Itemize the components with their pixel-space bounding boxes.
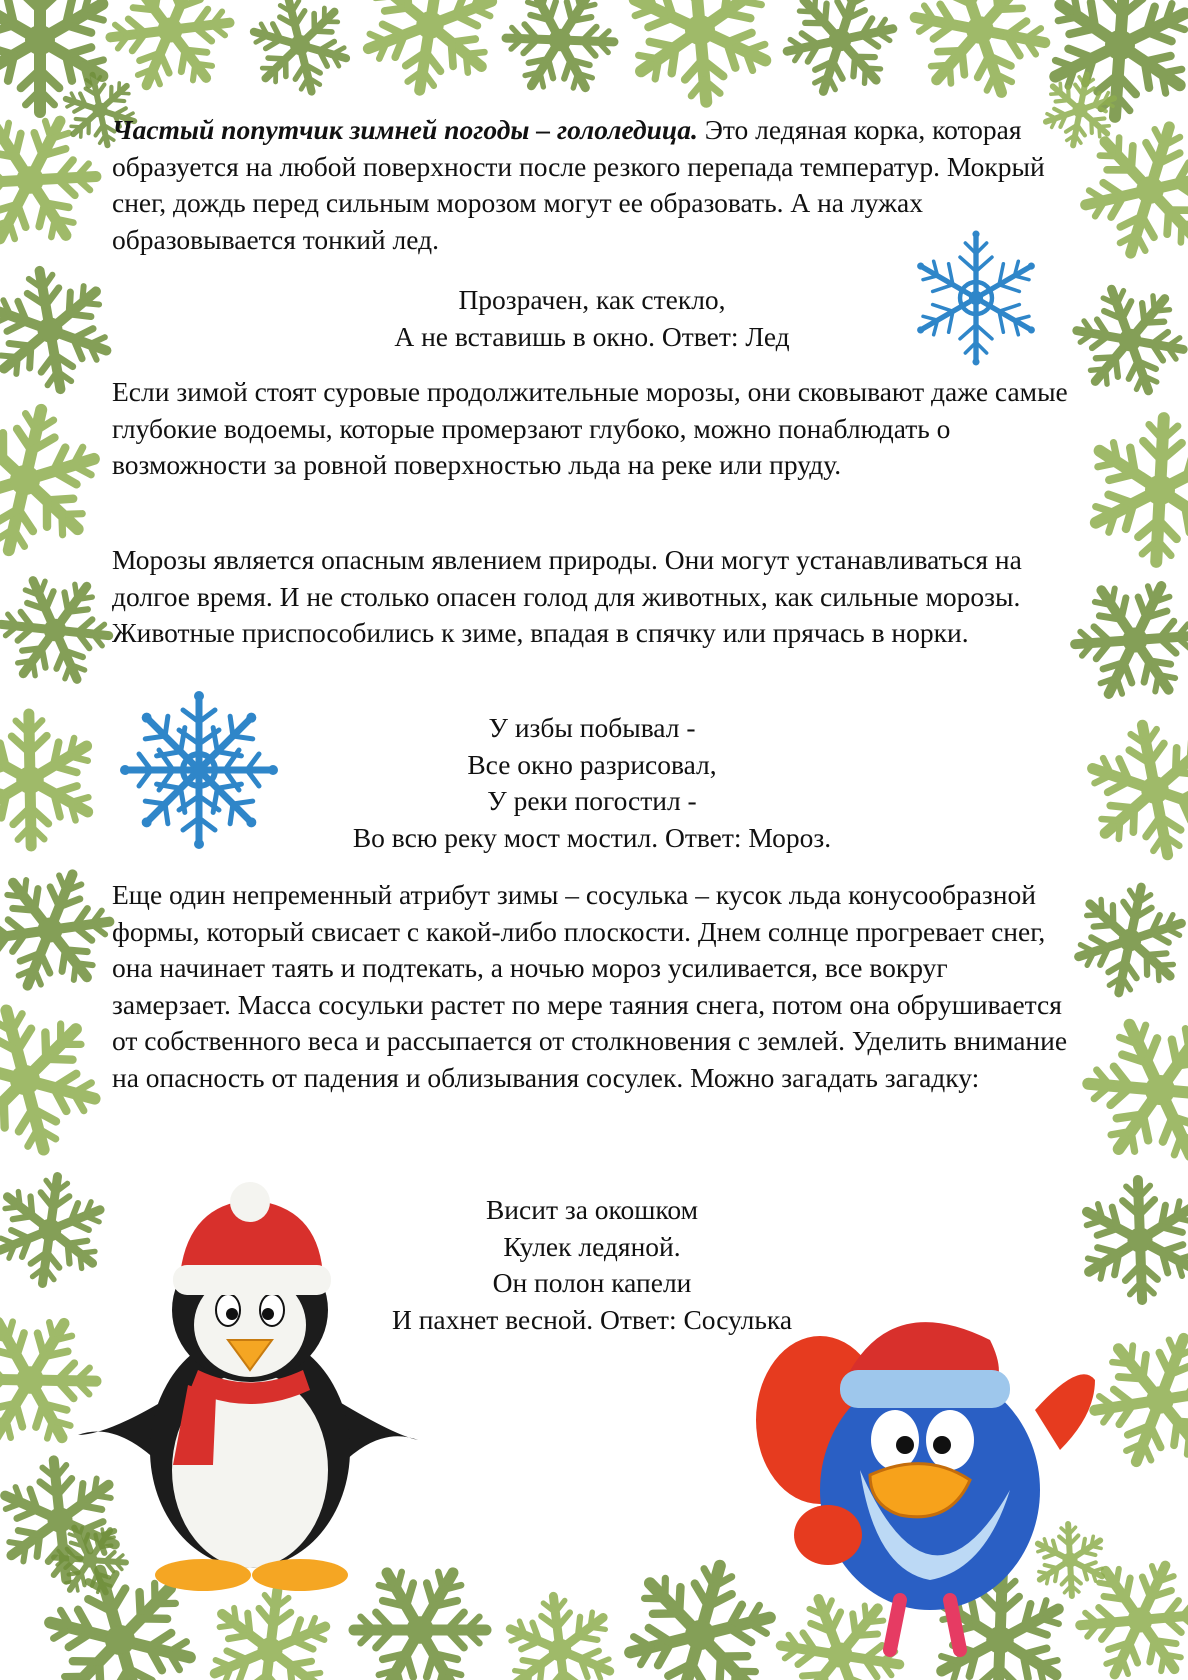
- green-snowflake-icon: [1057, 1157, 1188, 1322]
- green-snowflake-icon: [232, 0, 368, 113]
- blue-snowflake-icon: [905, 218, 1047, 378]
- green-snowflake-icon: [1066, 876, 1188, 1004]
- green-snowflake-icon: [0, 555, 130, 706]
- green-snowflake-icon: [486, 0, 635, 114]
- green-snowflake-icon: [0, 852, 128, 1008]
- riddle-line: Он полон капели: [492, 1267, 692, 1298]
- riddle-line: У избы побывал -: [488, 712, 696, 743]
- green-snowflake-icon: [600, 0, 801, 130]
- green-snowflake-icon: [1043, 0, 1188, 122]
- riddle-line: Кулек ледяной.: [503, 1230, 681, 1262]
- penguin-in-hat-illustration: [78, 1180, 423, 1600]
- green-snowflake-icon: [1062, 697, 1188, 883]
- green-snowflake-icon: [1084, 414, 1188, 565]
- blue-snowflake-icon: [113, 690, 285, 850]
- green-snowflake-icon: [0, 689, 121, 870]
- green-snowflake-icon: [1055, 560, 1188, 720]
- green-snowflake-icon: [355, 0, 506, 101]
- green-snowflake-icon: [0, 394, 111, 567]
- riddle-line: Висит за окошком: [485, 1194, 699, 1225]
- paragraph-lead: Частый попутчик зимней погоды – гололедица.: [112, 114, 698, 145]
- green-snowflake-icon: [772, 0, 908, 108]
- green-snowflake-icon: [484, 1574, 635, 1680]
- paragraph-icicle: Еще один непременный атрибут зимы – сосулька – кусок льда конусообразной формы, который свисает с какой-либо плоскости. Днем солнце прогревает снег, она начинает таять и подтекать, а ночью мороз усиливается, все вокруг замерзает. Масса сосульки растет по мере таяния снега, потом она обрушивается от собственного веса и рассыпается от столкновения с землей. Уделить внимание на опасность от падения и облизывания сосулек. Можно загадать загадку:: [112, 879, 1068, 1093]
- green-snowflake-icon: [887, 0, 1073, 123]
- green-snowflake-icon: [1068, 108, 1188, 273]
- bird-in-winter-hat-illustration: [750, 1300, 1110, 1665]
- riddle-line: Все окно разрисовал,: [467, 748, 717, 780]
- riddle-line: У реки погостил -: [487, 785, 697, 816]
- paragraph-frost-danger: Морозы является опасным явлением природы. Они могут устанавливаться на долгое время. И не столько опасен голод для животных, как сильные морозы. Животные приспособились к зиме, впадая в спячку или прячась в норки.: [112, 544, 1022, 648]
- green-snowflake-icon: [0, 978, 127, 1182]
- riddle-line: Во всю реку мост мостил. Ответ: Мороз.: [352, 821, 832, 853]
- green-snowflake-icon: [91, 0, 248, 109]
- paragraph-text: Это ледяная корка, которая образуется на любой поверхности после резкого перепада температур. Мокрый снег, дождь перед сильным морозом могут ее образовать. А на лужах образовывается тонкий лед.: [112, 114, 1045, 255]
- green-snowflake-icon: [1054, 264, 1188, 416]
- riddle-line: Прозрачен, как стекло,: [458, 284, 726, 315]
- paragraph-frozen-water: Если зимой стоят суровые продолжительные морозы, они сковывают даже самые глубокие водоемы, которые промерзают глубоко, можно понаблюдать о возможности за ровной поверхностью льда на реке или пруду.: [112, 376, 1068, 480]
- riddle-line: И пахнет весной. Ответ: Сосулька: [391, 1303, 793, 1335]
- riddle-line: А не вставишь в окно. Ответ: Лед: [394, 320, 790, 352]
- green-snowflake-icon: [1060, 990, 1188, 1191]
